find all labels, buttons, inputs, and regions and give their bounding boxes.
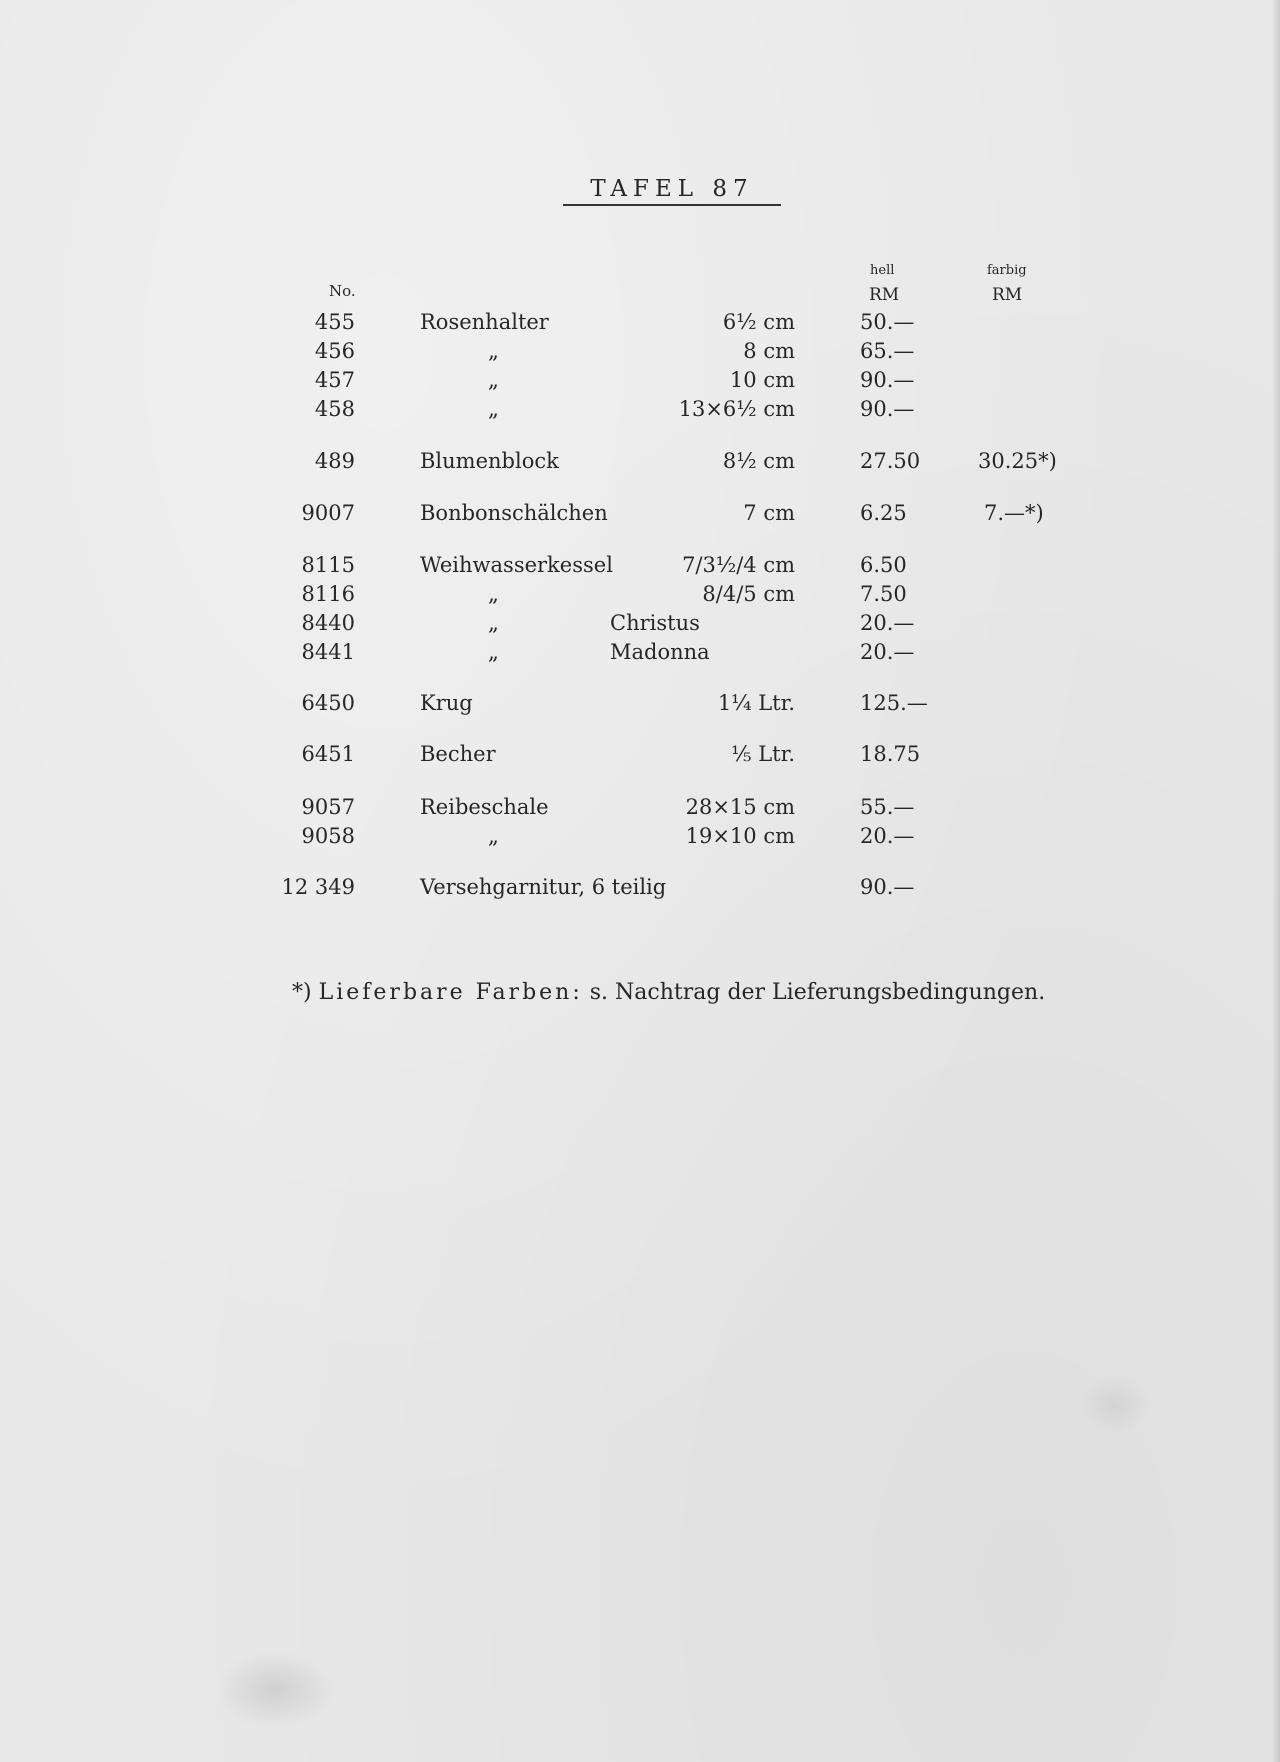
footnote-label: Lieferbare Farben: [318, 980, 583, 1005]
item-size: 28×15 cm [685, 795, 795, 819]
item-name: Blumenblock [420, 449, 559, 473]
item-number: 9007 [301, 501, 355, 525]
price-hell: 90.— [860, 368, 915, 392]
table-row [0, 875, 1280, 903]
item-size: 1¼ Ltr. [717, 691, 795, 715]
header-no: No. [329, 282, 356, 300]
footnote [292, 980, 1045, 1005]
table-row [0, 339, 1280, 367]
price-hell: 20.— [860, 824, 915, 848]
item-number: 455 [314, 310, 355, 334]
table-row [0, 611, 1280, 639]
item-name: „ [488, 582, 499, 606]
item-number: 8440 [301, 611, 355, 635]
item-size: 7 cm [743, 501, 795, 525]
price-hell: 18.75 [860, 742, 921, 766]
table-row [0, 368, 1280, 396]
item-size: 8½ cm [722, 449, 795, 473]
item-number: 458 [314, 397, 355, 421]
item-name: Rosenhalter [420, 310, 549, 334]
item-number: 8116 [301, 582, 355, 606]
item-name: Bonbonschälchen [420, 501, 608, 525]
item-number: 6450 [301, 691, 355, 715]
item-size: ⅕ Ltr. [731, 742, 795, 766]
price-hell: 90.— [860, 875, 915, 899]
item-number: 8441 [301, 640, 355, 664]
price-hell: 90.— [860, 397, 915, 421]
item-name: „ [488, 339, 499, 363]
table-row [0, 640, 1280, 668]
table-row [0, 582, 1280, 610]
item-name: „ [488, 824, 499, 848]
item-size: 6½ cm [722, 310, 795, 334]
table-row [0, 824, 1280, 852]
item-name: Versehgarnitur, 6 teilig [420, 875, 667, 899]
table-row [0, 449, 1280, 477]
footnote-text: s. Nachtrag der Lieferungsbedingungen. [589, 980, 1046, 1005]
price-hell: 50.— [860, 310, 915, 334]
item-size: 8 cm [743, 339, 795, 363]
item-number: 489 [314, 449, 355, 473]
header-rm-farbig: RM [992, 285, 1023, 305]
table-row [0, 742, 1280, 770]
paper-stain [1080, 1375, 1150, 1435]
item-size: 13×6½ cm [678, 397, 795, 421]
item-variant: Madonna [610, 640, 710, 664]
header-rm-hell: RM [869, 285, 900, 305]
price-farbig: 7.—*) [984, 501, 1044, 525]
price-hell: 6.50 [860, 553, 907, 577]
table-row [0, 501, 1280, 529]
page-title: TAFEL 87 [563, 176, 781, 206]
item-name: „ [488, 611, 499, 635]
price-hell: 27.50 [860, 449, 921, 473]
item-size: 10 cm [729, 368, 795, 392]
price-farbig: 30.25*) [978, 449, 1057, 473]
item-number: 8115 [301, 553, 355, 577]
item-name: Reibeschale [420, 795, 549, 819]
item-number: 12 349 [281, 875, 355, 899]
item-variant: Christus [610, 611, 700, 635]
item-name: „ [488, 640, 499, 664]
item-number: 457 [314, 368, 355, 392]
item-number: 456 [314, 339, 355, 363]
price-hell: 6.25 [860, 501, 907, 525]
item-number: 9058 [301, 824, 355, 848]
price-hell: 65.— [860, 339, 915, 363]
table-row [0, 795, 1280, 823]
item-number: 9057 [301, 795, 355, 819]
item-name: Krug [420, 691, 473, 715]
header-hell: hell [870, 263, 895, 278]
paper-stain [215, 1650, 335, 1730]
item-number: 6451 [301, 742, 355, 766]
item-size: 7/3½/4 cm [682, 553, 795, 577]
table-row [0, 397, 1280, 425]
item-size: 19×10 cm [685, 824, 795, 848]
price-hell: 55.— [860, 795, 915, 819]
footnote-marker: *) [292, 980, 312, 1005]
item-name: „ [488, 397, 499, 421]
table-row [0, 691, 1280, 719]
item-name: „ [488, 368, 499, 392]
item-name: Weihwasserkessel [420, 553, 613, 577]
price-hell: 7.50 [860, 582, 907, 606]
item-name: Becher [420, 742, 496, 766]
table-row [0, 553, 1280, 581]
item-size: 8/4/5 cm [702, 582, 795, 606]
header-farbig: farbig [987, 263, 1027, 278]
price-hell: 20.— [860, 640, 915, 664]
price-hell: 20.— [860, 611, 915, 635]
price-hell: 125.— [860, 691, 928, 715]
table-row [0, 310, 1280, 338]
